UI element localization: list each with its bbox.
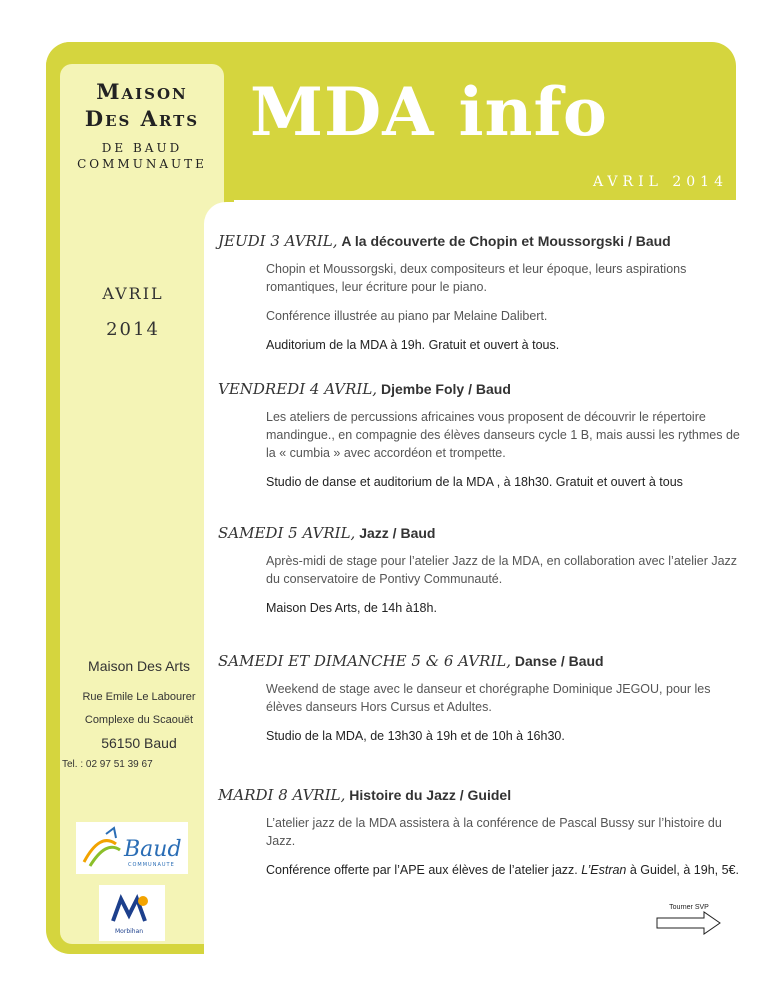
- event-3-desc1: Après-midi de stage pour l’atelier Jazz de la MDA, en collaboration avec l’atelier Jazz du conservatoire de Pontivy Communauté.: [266, 554, 738, 586]
- sidebar-year-label: 2014: [106, 319, 160, 340]
- event-1-name: A la découverte de Chopin et Moussorgski / Baud: [341, 233, 671, 249]
- event-2-info: Studio de danse et auditorium de la MDA , à 18h30. Gratuit et ouvert à tous: [266, 475, 683, 489]
- brand-block: [62, 78, 222, 172]
- event-5-info: [266, 861, 748, 879]
- page-title: MDA info: [250, 73, 608, 151]
- page-subtitle: AVRIL 2014: [593, 174, 728, 190]
- brand-line2: Des Arts: [84, 106, 200, 131]
- baud-logo-icon: [76, 822, 188, 874]
- event-5-info-c: à Guidel, à 19h, 5€.: [626, 863, 739, 877]
- event-1-desc1: Chopin et Moussorgski, deux compositeurs et leur époque, leurs aspirations romantiques, leur écriture pour le piano.: [266, 262, 687, 294]
- event-1-info: Auditorium de la MDA à 19h. Gratuit et ouvert à tous.: [266, 338, 560, 352]
- event-2-desc1: Les ateliers de percussions africaines vous proposent de découvrir le répertoire mandingue., en compagnie des élèves danseurs cycle 1 B, mais aussi les rythmes de la « cumbia » avec accordéon et trompette.: [266, 410, 740, 460]
- event-1-title: [218, 232, 748, 250]
- brand-line3: DE BAUD: [101, 141, 183, 155]
- event-5-info-a: Conférence offerte par l’APE aux élèves de l’atelier jazz.: [266, 863, 582, 877]
- event-4-desc1: Weekend de stage avec le danseur et chorégraphe Dominique JEGOU, pour les élèves danseurs Hors Cursus et Adultes.: [266, 682, 711, 714]
- contact-complex: Complexe du Scaouët: [84, 714, 194, 726]
- event-5-day: MARDI 8 AVRIL,: [218, 786, 346, 804]
- brand-line4: COMMUNAUTE: [77, 157, 207, 171]
- sidebar-month: [60, 276, 206, 348]
- event-2: [218, 380, 748, 502]
- event-2-day: VENDREDI 4 AVRIL,: [218, 380, 378, 398]
- morbihan-logo-text: Morbihan: [115, 928, 144, 935]
- sidebar-panel: [60, 64, 224, 944]
- event-2-title: [218, 380, 748, 398]
- contact-name: Maison Des Arts: [88, 658, 190, 674]
- event-3-info: Maison Des Arts, de 14h à18h.: [266, 601, 437, 615]
- event-4-day: SAMEDI ET DIMANCHE 5 & 6 AVRIL,: [218, 652, 512, 670]
- morbihan-logo: [99, 885, 165, 941]
- event-1-day: JEUDI 3 AVRIL,: [218, 232, 338, 250]
- contact-street: Rue Emile Le Labourer: [82, 691, 196, 703]
- baud-logo-sub: COMMUNAUTE: [128, 862, 175, 868]
- brand-line1: Maison: [96, 79, 188, 104]
- event-4-info: Studio de la MDA, de 13h30 à 19h et de 10h à 16h30.: [266, 729, 565, 743]
- turn-over-label: Tourner SVP: [669, 904, 709, 911]
- event-4: [218, 652, 748, 756]
- event-4-name: Danse / Baud: [514, 653, 604, 669]
- baud-logo: [76, 822, 188, 874]
- event-3: [218, 524, 748, 628]
- contact-city: 56150 Baud: [101, 735, 177, 751]
- event-4-title: [218, 652, 748, 670]
- event-5-venue: L’Estran: [581, 863, 627, 877]
- baud-logo-text: Baud: [124, 837, 182, 862]
- event-5: [218, 786, 748, 890]
- contact-phone: Tel. : 02 97 51 39 67: [62, 759, 153, 770]
- contact-block: [64, 656, 214, 775]
- event-2-name: Djembe Foly / Baud: [380, 381, 511, 397]
- sidebar-month-label: AVRIL: [102, 284, 164, 303]
- event-1: [218, 232, 748, 365]
- event-5-name: Histoire du Jazz / Guidel: [349, 787, 512, 803]
- event-3-day: SAMEDI 5 AVRIL,: [218, 524, 356, 542]
- event-3-title: [218, 524, 748, 542]
- event-3-name: Jazz / Baud: [359, 525, 436, 541]
- arrow-right-icon: [656, 911, 722, 935]
- turn-over-note[interactable]: [656, 904, 722, 940]
- morbihan-logo-icon: [99, 885, 165, 941]
- event-5-title: [218, 786, 748, 804]
- event-1-desc2: Conférence illustrée au piano par Melaine Dalibert.: [266, 309, 548, 323]
- event-5-desc1: L’atelier jazz de la MDA assistera à la conférence de Pascal Bussy sur l’histoire du Jazz.: [266, 816, 722, 848]
